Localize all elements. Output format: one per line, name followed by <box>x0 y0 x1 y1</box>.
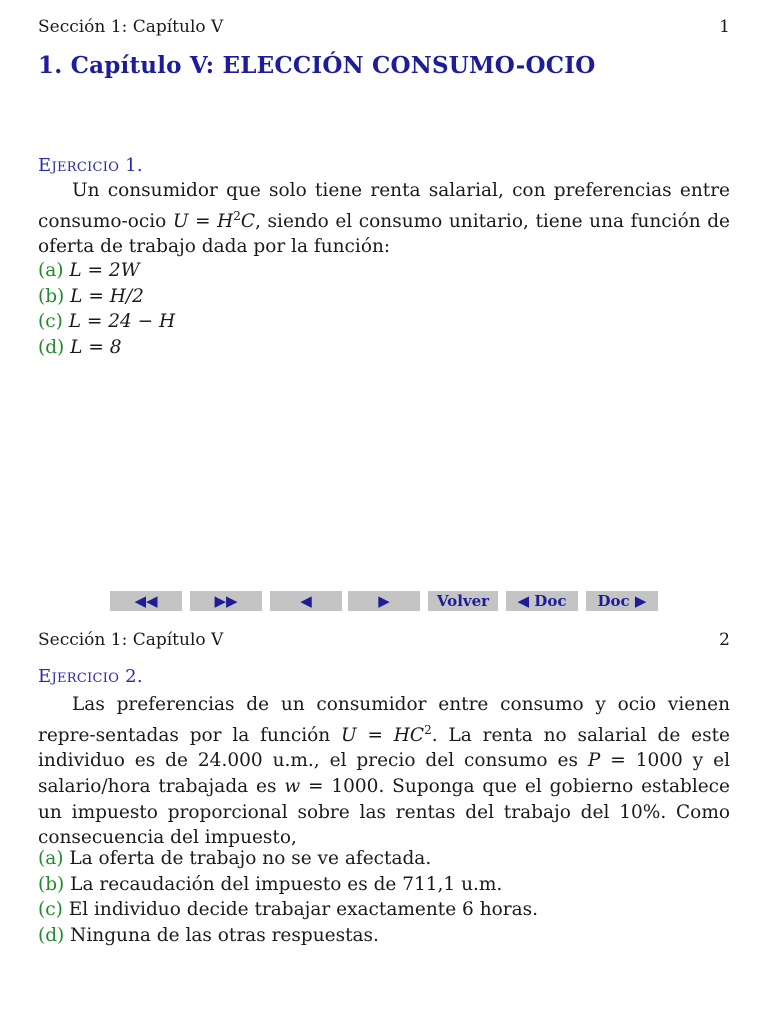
option-label[interactable]: (d) <box>38 924 65 946</box>
running-head-title: Sección 1: Capítulo V <box>38 17 224 37</box>
running-head <box>38 630 730 650</box>
last-page-button[interactable]: ▶▶ <box>190 591 262 611</box>
option-label[interactable]: (d) <box>38 336 65 358</box>
section-number: 1. <box>38 52 63 79</box>
exercise-1-title: Ejercicio 1. <box>38 155 143 176</box>
option-c[interactable] <box>38 897 538 923</box>
back-button[interactable]: Volver <box>428 591 498 611</box>
option-text: L = 2W <box>69 260 140 281</box>
exercise-2-title: Ejercicio 2. <box>38 666 143 687</box>
option-a[interactable] <box>38 258 175 284</box>
math-var: C <box>240 210 256 232</box>
stmt-text: = 1000 y el salario/hora trabajada es <box>38 750 731 797</box>
exercise-1-options <box>38 258 175 360</box>
math-var: P <box>587 750 601 772</box>
doc-prev-button[interactable]: ◀ Doc <box>506 591 578 611</box>
math-exponent: 2 <box>233 208 241 223</box>
option-text: L = 8 <box>70 336 122 358</box>
exercise-2-statement <box>38 692 730 851</box>
stmt-text: . La renta no salarial de este individuo es de 24.000 u.m., el precio del consumo es <box>38 724 730 772</box>
option-text: La oferta de trabajo no se ve afectada. <box>69 848 432 869</box>
stmt-text: , siendo el consumo unitario, tiene una función de oferta de trabajo dada por la función: <box>38 210 730 258</box>
math-var: U <box>341 724 357 746</box>
section-title-text: Capítulo V: ELECCIÓN CONSUMO-OCIO <box>70 52 596 79</box>
first-page-button[interactable]: ◀◀ <box>110 591 182 611</box>
option-label[interactable]: (b) <box>38 873 65 895</box>
math-exponent: 2 <box>424 722 432 737</box>
doc-next-button[interactable]: Doc ▶ <box>586 591 658 611</box>
stmt-text: = 1000. Suponga que el gobierno establece un impuesto proporcional sobre las rentas del trabajo del 10%. Como consecuencia del impuesto, <box>38 775 730 849</box>
option-text: La recaudación del impuesto es de 711,1 u.m. <box>70 873 503 895</box>
option-label[interactable]: (a) <box>38 260 64 281</box>
prev-page-button[interactable]: ◀ <box>270 591 342 611</box>
option-label[interactable]: (c) <box>38 311 63 333</box>
running-head-title: Sección 1: Capítulo V <box>38 630 224 650</box>
option-label[interactable]: (c) <box>38 899 63 921</box>
option-b[interactable] <box>38 284 175 310</box>
option-b[interactable] <box>38 872 538 898</box>
option-label[interactable]: (a) <box>38 848 64 869</box>
option-c[interactable] <box>38 309 175 335</box>
running-head <box>38 17 730 37</box>
math-var: w <box>284 775 301 797</box>
page-number: 1 <box>719 17 730 37</box>
math-var: H <box>217 210 234 232</box>
option-a[interactable] <box>38 846 538 872</box>
option-d[interactable] <box>38 923 538 949</box>
option-label[interactable]: (b) <box>38 285 65 307</box>
option-text: El individuo decide trabajar exactamente 6 horas. <box>68 899 538 921</box>
option-text: L = H/2 <box>70 285 144 307</box>
section-title <box>38 52 595 79</box>
math-var: U <box>172 210 189 232</box>
math-op: = <box>188 210 218 232</box>
page-number: 2 <box>719 630 730 650</box>
stmt-text: Un consumidor que solo tiene renta salarial, con preferencias entre consumo-ocio <box>38 180 730 232</box>
option-text: L = 24 − H <box>68 311 176 333</box>
option-d[interactable] <box>38 335 175 361</box>
stmt-text: Las preferencias de un consumidor entre consumo y ocio vienen repre-sentadas por la función <box>38 694 730 746</box>
option-text: Ninguna de las otras respuestas. <box>70 924 379 946</box>
page-2 <box>0 618 768 1024</box>
math-op: = <box>356 724 394 746</box>
exercise-1-statement <box>38 178 730 260</box>
exercise-2-options <box>38 846 538 948</box>
math-var: HC <box>393 724 425 746</box>
next-page-button[interactable]: ▶ <box>348 591 420 611</box>
